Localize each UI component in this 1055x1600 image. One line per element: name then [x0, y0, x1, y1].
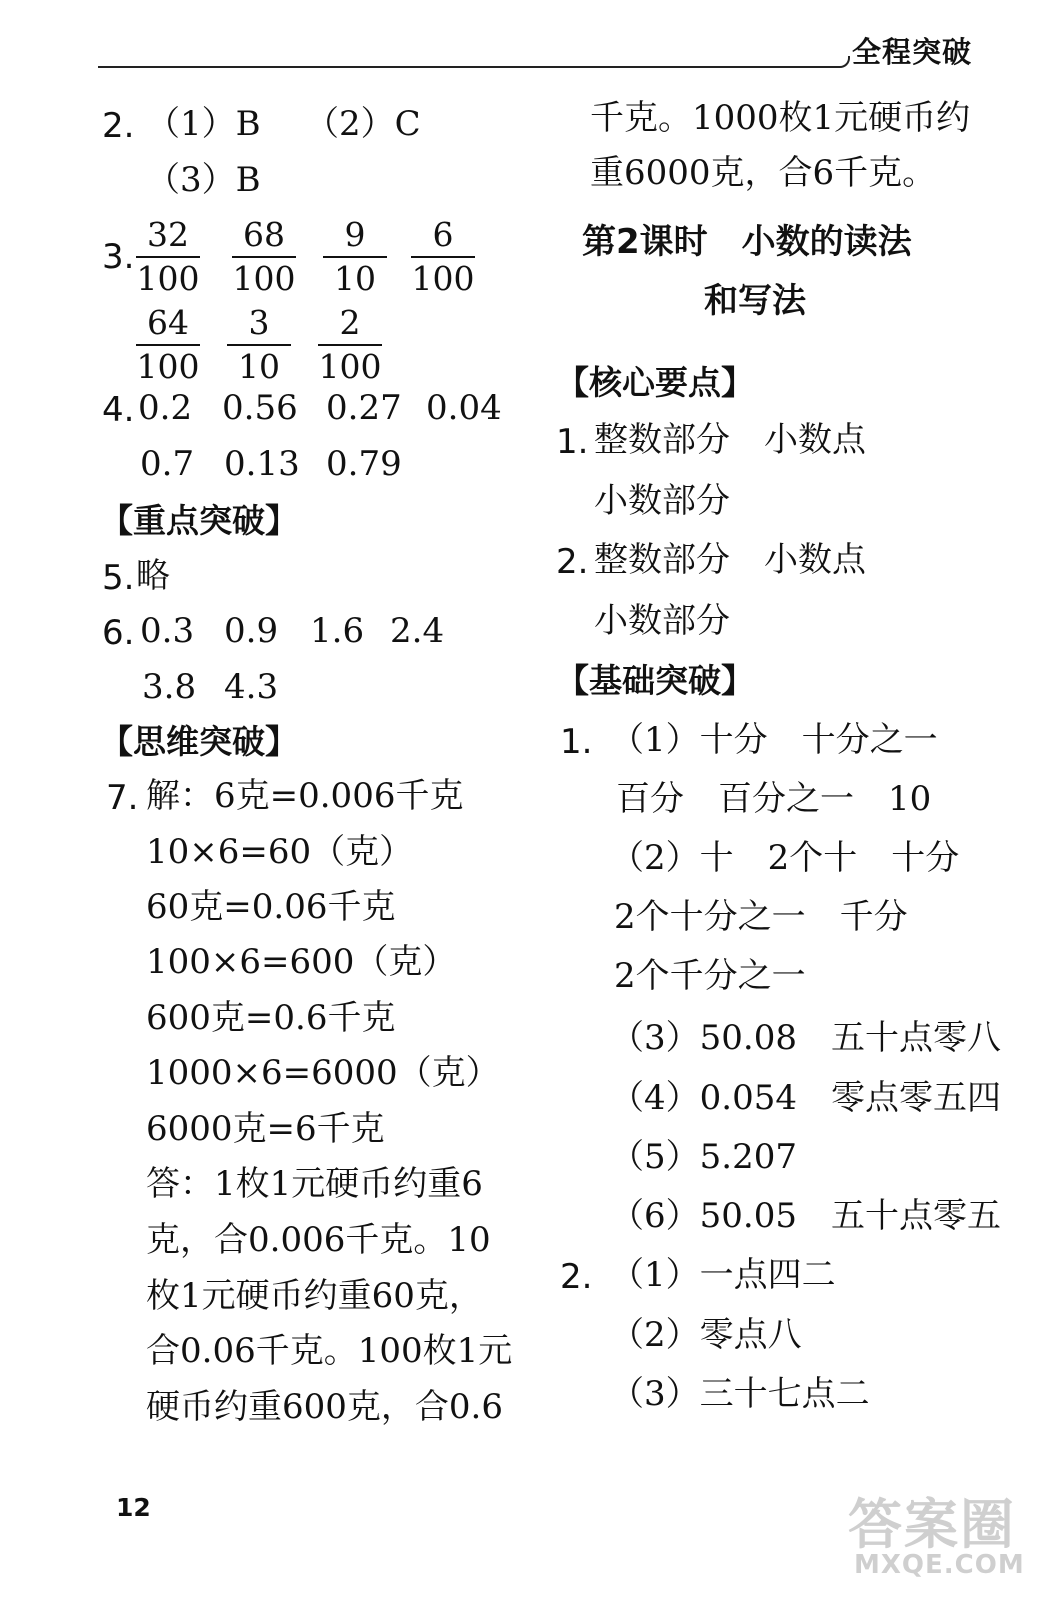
section-heading-hexin: 【核心要点】 — [556, 363, 754, 402]
fraction-denominator: 10 — [238, 347, 280, 386]
hexin-line: 小数部分 — [594, 481, 730, 521]
q4-value: 0.04 — [426, 388, 502, 428]
q6-value: 3.8 — [142, 667, 197, 707]
fraction-numerator: 32 — [136, 218, 200, 258]
q3-fraction — [232, 215, 296, 298]
fraction-denominator: 10 — [334, 259, 376, 298]
q4-label: 4. — [102, 390, 135, 430]
q3-fraction — [411, 215, 475, 298]
fraction-numerator: 9 — [323, 218, 387, 258]
q4-value: 0.7 — [140, 444, 195, 484]
jichu-q1-label: 1. — [560, 722, 593, 762]
fraction-numerator: 68 — [232, 218, 296, 258]
jichu-q1-line: 百分 百分之一 10 — [616, 779, 932, 819]
watermark-text: 答案圈 — [848, 1493, 1016, 1556]
q4-value: 0.56 — [222, 388, 298, 428]
jichu-q2-line: （1）一点四二 — [610, 1255, 836, 1295]
q7-line: 枚1元硬币约重60克， — [146, 1276, 483, 1316]
q7-line: 600克=0.6千克 — [146, 998, 396, 1038]
jichu-q2-line: （2）零点八 — [610, 1315, 802, 1355]
q7-line: 硬币约重600克，合0.6 — [146, 1387, 503, 1427]
q2-answer-2: （2）C — [305, 104, 421, 144]
fraction-denominator: 100 — [232, 259, 296, 298]
q7-line: 100×6=600（克） — [146, 942, 457, 982]
q6-label: 6. — [102, 613, 135, 653]
header-rule — [98, 66, 840, 68]
q7-label: 7. — [106, 778, 139, 818]
q7-line: 解：6克=0.006千克 — [146, 776, 464, 816]
q2-label: 2. — [102, 106, 135, 146]
jichu-q1-line: （1）十分 十分之一 — [610, 720, 938, 760]
q4-value: 0.13 — [224, 444, 300, 484]
hexin-line: 整数部分 小数点 — [594, 540, 866, 580]
jichu-q2-line: （3）三十七点二 — [610, 1374, 870, 1414]
fraction-numerator: 2 — [318, 306, 382, 346]
q6-value: 2.4 — [390, 611, 445, 651]
hexin-line: 整数部分 小数点 — [594, 420, 866, 460]
hexin-line: 小数部分 — [594, 601, 730, 641]
hexin-label: 2. — [556, 542, 589, 582]
fraction-denominator: 100 — [411, 259, 475, 298]
q3-fraction — [227, 303, 291, 386]
q3-fraction — [136, 303, 200, 386]
fraction-denominator: 100 — [318, 347, 382, 386]
jichu-q1-line: （6）50.05 五十点零五 — [610, 1196, 1001, 1236]
jichu-q1-line: （5）5.207 — [610, 1137, 797, 1177]
fraction-denominator: 100 — [136, 347, 200, 386]
q7-line: 1000×6=6000（克） — [146, 1053, 500, 1093]
q7-continuation-line: 重6000克，合6千克。 — [590, 153, 937, 193]
q6-value: 0.9 — [224, 611, 279, 651]
q3-fraction — [323, 215, 387, 298]
q3-fraction — [318, 303, 382, 386]
fraction-numerator: 3 — [227, 306, 291, 346]
q5-label: 5. — [102, 558, 135, 598]
q4-value: 0.2 — [138, 388, 193, 428]
section-heading-jichu: 【基础突破】 — [556, 661, 754, 700]
q6-value: 1.6 — [310, 611, 365, 651]
watermark-logo — [840, 1482, 1030, 1590]
q6-value: 4.3 — [224, 667, 279, 707]
q6-value: 0.3 — [140, 611, 195, 651]
section-heading-zhongdian: 【重点突破】 — [100, 501, 298, 540]
q7-continuation-line: 千克。1000枚1元硬币约 — [590, 98, 971, 138]
lesson-title: 第2课时 小数的读法 — [582, 222, 912, 262]
q7-line: 答：1枚1元硬币约重6 — [146, 1164, 483, 1204]
q7-line: 合0.06千克。100枚1元 — [146, 1331, 513, 1371]
q3-fraction — [136, 215, 200, 298]
q2-answer-3: （3）B — [146, 160, 261, 200]
section-heading-siwei: 【思维突破】 — [100, 722, 298, 761]
q7-line: 6000克=6千克 — [146, 1109, 385, 1149]
q7-line: 10×6=60（克） — [146, 832, 414, 872]
q4-value: 0.79 — [326, 444, 402, 484]
q7-line: 克，合0.006千克。10 — [146, 1220, 491, 1260]
hexin-label: 1. — [556, 422, 589, 462]
jichu-q1-line: 2个十分之一 千分 — [614, 897, 908, 937]
q4-value: 0.27 — [326, 388, 402, 428]
fraction-numerator: 64 — [136, 306, 200, 346]
jichu-q1-line: （2）十 2个十 十分 — [610, 838, 960, 878]
q5-answer: 略 — [136, 556, 170, 596]
watermark-url: MXQE.COM — [854, 1550, 1025, 1580]
fraction-denominator: 100 — [136, 259, 200, 298]
fraction-numerator: 6 — [411, 218, 475, 258]
page-number: 12 — [116, 1493, 151, 1522]
header-title: 全程突破 — [852, 35, 973, 69]
jichu-q1-line: （3）50.08 五十点零八 — [610, 1018, 1001, 1058]
jichu-q1-line: 2个千分之一 — [614, 956, 806, 996]
jichu-q1-line: （4）0.054 零点零五四 — [610, 1078, 1001, 1118]
q7-line: 60克=0.06千克 — [146, 887, 396, 927]
q2-answer-1: （1）B — [146, 104, 261, 144]
lesson-title-continued: 和写法 — [704, 281, 806, 321]
q3-label: 3. — [102, 237, 135, 277]
header-rule-hook — [838, 56, 850, 68]
jichu-q2-label: 2. — [560, 1257, 593, 1297]
